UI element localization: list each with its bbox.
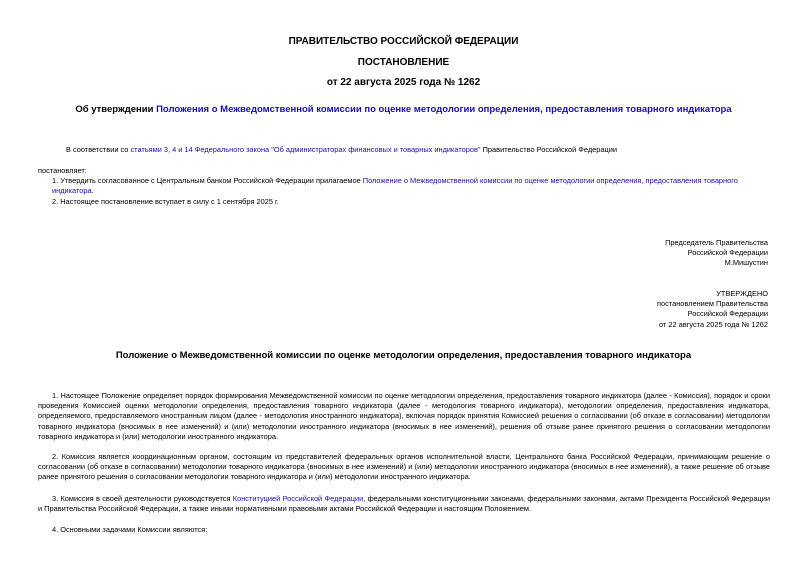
signature-position: Председатель Правительства	[665, 238, 768, 247]
approved-stamp	[568, 289, 768, 330]
document-title	[0, 104, 807, 115]
decides-text: постановляет:	[38, 166, 87, 175]
item-1-text: 1. Утвердить согласованное с Центральным банком Российской Федерации прилагаемое	[52, 176, 363, 185]
title-regulation-link[interactable]: Положения о Межведомственной комиссии по оценке методологии определения, предоставления товарного индикатора	[156, 104, 732, 115]
constitution-link[interactable]: Конституцией Российской Федерации	[232, 494, 364, 503]
title-prefix: Об утверждении	[75, 104, 157, 115]
item-2: 2. Настоящее постановление вступает в силу с 1 сентября 2025 г.	[52, 197, 279, 206]
item-1	[52, 176, 772, 196]
signature-country: Российской Федерации	[687, 248, 768, 258]
approved-date-number: от 22 августа 2025 года № 1262	[658, 319, 768, 329]
preamble	[66, 145, 766, 155]
approved-by: постановлением Правительства	[657, 299, 768, 309]
section-3	[38, 494, 770, 514]
signature-name: М.Мишустин	[724, 258, 768, 268]
section-3-text-end: , федеральными конституционными законами, федеральными законами, актами Президента Российской Федерации и Правительства Российской Федерации, а также иными нормативными правовыми актами Российской Федерации и настоящим Положением.	[38, 494, 771, 514]
item-1-end: .	[91, 186, 94, 196]
section-4: 4. Основными задачами Комиссии являются:	[52, 525, 208, 534]
government-heading: ПРАВИТЕЛЬСТВО РОССИЙСКОЙ ФЕДЕРАЦИИ	[288, 36, 519, 47]
regulation-title: Положение о Межведомственной комиссии по оценке методологии определения, предоставления товарного индикатора	[115, 350, 692, 361]
preamble-text-end: Правительство Российской Федерации	[480, 145, 617, 154]
signature-block	[568, 238, 768, 269]
approved-label: УТВЕРЖДЕНО	[716, 289, 768, 298]
approved-country: Российской Федерации	[687, 309, 768, 319]
doc-type-heading: ПОСТАНОВЛЕНИЕ	[357, 57, 450, 68]
section-2: 2. Комиссия является координационным органом, состоящим из представителей федеральных органов исполнительной власти, Центрального банка Российской Федерации, принимающим решение о согласовании (об отказе в согласовании) методологии товарного индикатора (вносимых в нее изменений) и (или) методологии иностранного индикатора (вносимых в нее изменений), а также решение об отзыве ранее принятого решения о согласовании методологии товарного индикатора и (или) методологии иностранного индикатора.	[38, 452, 770, 482]
section-3-text: 3. Комиссия в своей деятельности руководствуется	[52, 494, 233, 503]
preamble-text: В соответствии со	[66, 145, 131, 154]
section-1: 1. Настоящее Положение определяет порядок формирования Межведомственной комиссии по оценке методологии определения, предоставления товарного индикатора (далее - Комиссия), порядок и сроки проведения Комиссией оценки методологии определения, предоставления товарного индикатора (далее - методология товарного индикатора), методологии определения, предоставления индикатора, определяемого, предоставляемого иностранным лицом (далее - методология иностранного индикатора), включая порядок принятия Комиссией решения о согласовании (об отказе в согласовании) методологии товарного индикатора (вносимых в нее изменений) и (или) методологии иностранного индикатора (вносимых в нее изменений), решения об отзыве ранее принятого решения о согласовании методологии товарного индикатора и (или) методологии иностранного индикатора.	[38, 391, 770, 441]
federal-law-link[interactable]: статьями 3, 4 и 14 Федерального закона "Об администраторах финансовых и товарных индикаторов"	[130, 145, 481, 154]
date-number-heading: от 22 августа 2025 года № 1262	[326, 77, 481, 88]
regulation-link[interactable]: Положение о Межведомственной комиссии по оценке методологии определения, предоставления товарного индикатора	[52, 176, 738, 196]
